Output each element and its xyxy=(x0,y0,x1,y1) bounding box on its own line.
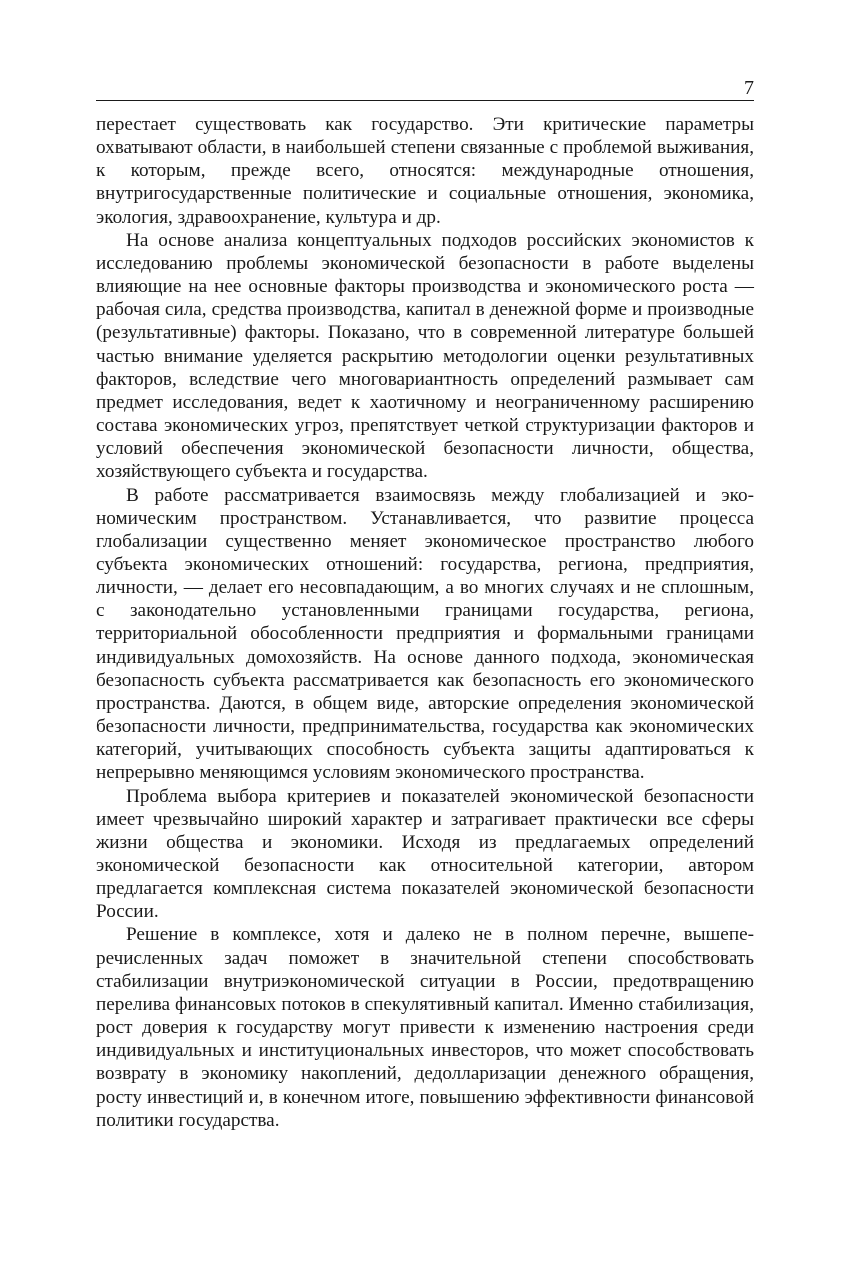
paragraph: В работе рассматривается взаимосвязь между глобализацией и экономическим пространством. Устанавливается, что развитие процесса глобализации существенно меняет экономическое пространство любого субъекта экономических отношений: государства, региона, предприятия, личности, — делает его несовпадающим, а во многих случаях и не сплошным, с законодательно установленными границами государства, региона, территориальной обособленности предприятия и формальными границами индивидуальных домохозяйств. На основе данного подхода, экономическая безопасность субъекта рассматривается как безопасность его экономического пространства. Даются, в общем виде, авторские определения экономической безопасности личности, предпринимательства, государства как экономических категорий, учитывающих способность субъекта защиты адаптироваться к непрерывно меняющимся условиям экономического пространства. xyxy=(96,484,754,784)
paragraph: перестает существовать как государство. Эти критические параметры охватывают области, в наибольшей степени связанные с проблемой выживания, к которым, прежде всего, относятся: международные отношения, внутригосударственные политические и социальные отношения, экономика, экология, здравоохранение, культура и др. xyxy=(96,114,754,228)
header-rule xyxy=(96,100,754,101)
paragraph: Решение в комплексе, хотя и далеко не в полном перечне, вышеперечисленных задач поможет в значительной степени способствовать стабилизации внутриэкономической ситуации в России, предотвращению перелива финансовых потоков в спекулятивный капитал. Именно стабилизация, рост доверия к государству могут привести к изменению настроения среди индивидуальных и институциональных инвесторов, что может способствовать возврату в экономику накоплений, дедолларизации денежного обращения, росту инвестиций и, в конечном итоге, повышению эффективности финансовой политики государства. xyxy=(96,924,754,1131)
paragraph: На основе анализа концептуальных подходов российских экономистов к исследованию проблемы экономической безопасности в работе выделены влияющие на нее основные факторы производства и экономического роста — рабочая сила, средства производства, капитал в денежной форме и производные (результативные) факторы. Показано, что в современной литературе большей частью внимание уделяется раскрытию методологии оценки результативных факторов, вследствие чего многовариантность определений размывает сам предмет исследования, ведет к хаотичному и неограниченному расширению состава экономических угроз, препятствует четкой структуризации факторов и условий обеспечения экономической безопасности личности, общества, хозяйствующего субъекта и государства. xyxy=(96,229,754,483)
page-number: 7 xyxy=(744,77,754,99)
body-text xyxy=(96,113,754,1132)
paragraph: Проблема выбора критериев и показателей экономической безопасности имеет чрезвычайно широкий характер и затрагивает практически все сферы жизни общества и экономики. Исходя из предлагаемых определений экономической безопасности как относительной категории, автором предлагается комплексная система показателей экономической безопасности России. xyxy=(96,785,754,923)
